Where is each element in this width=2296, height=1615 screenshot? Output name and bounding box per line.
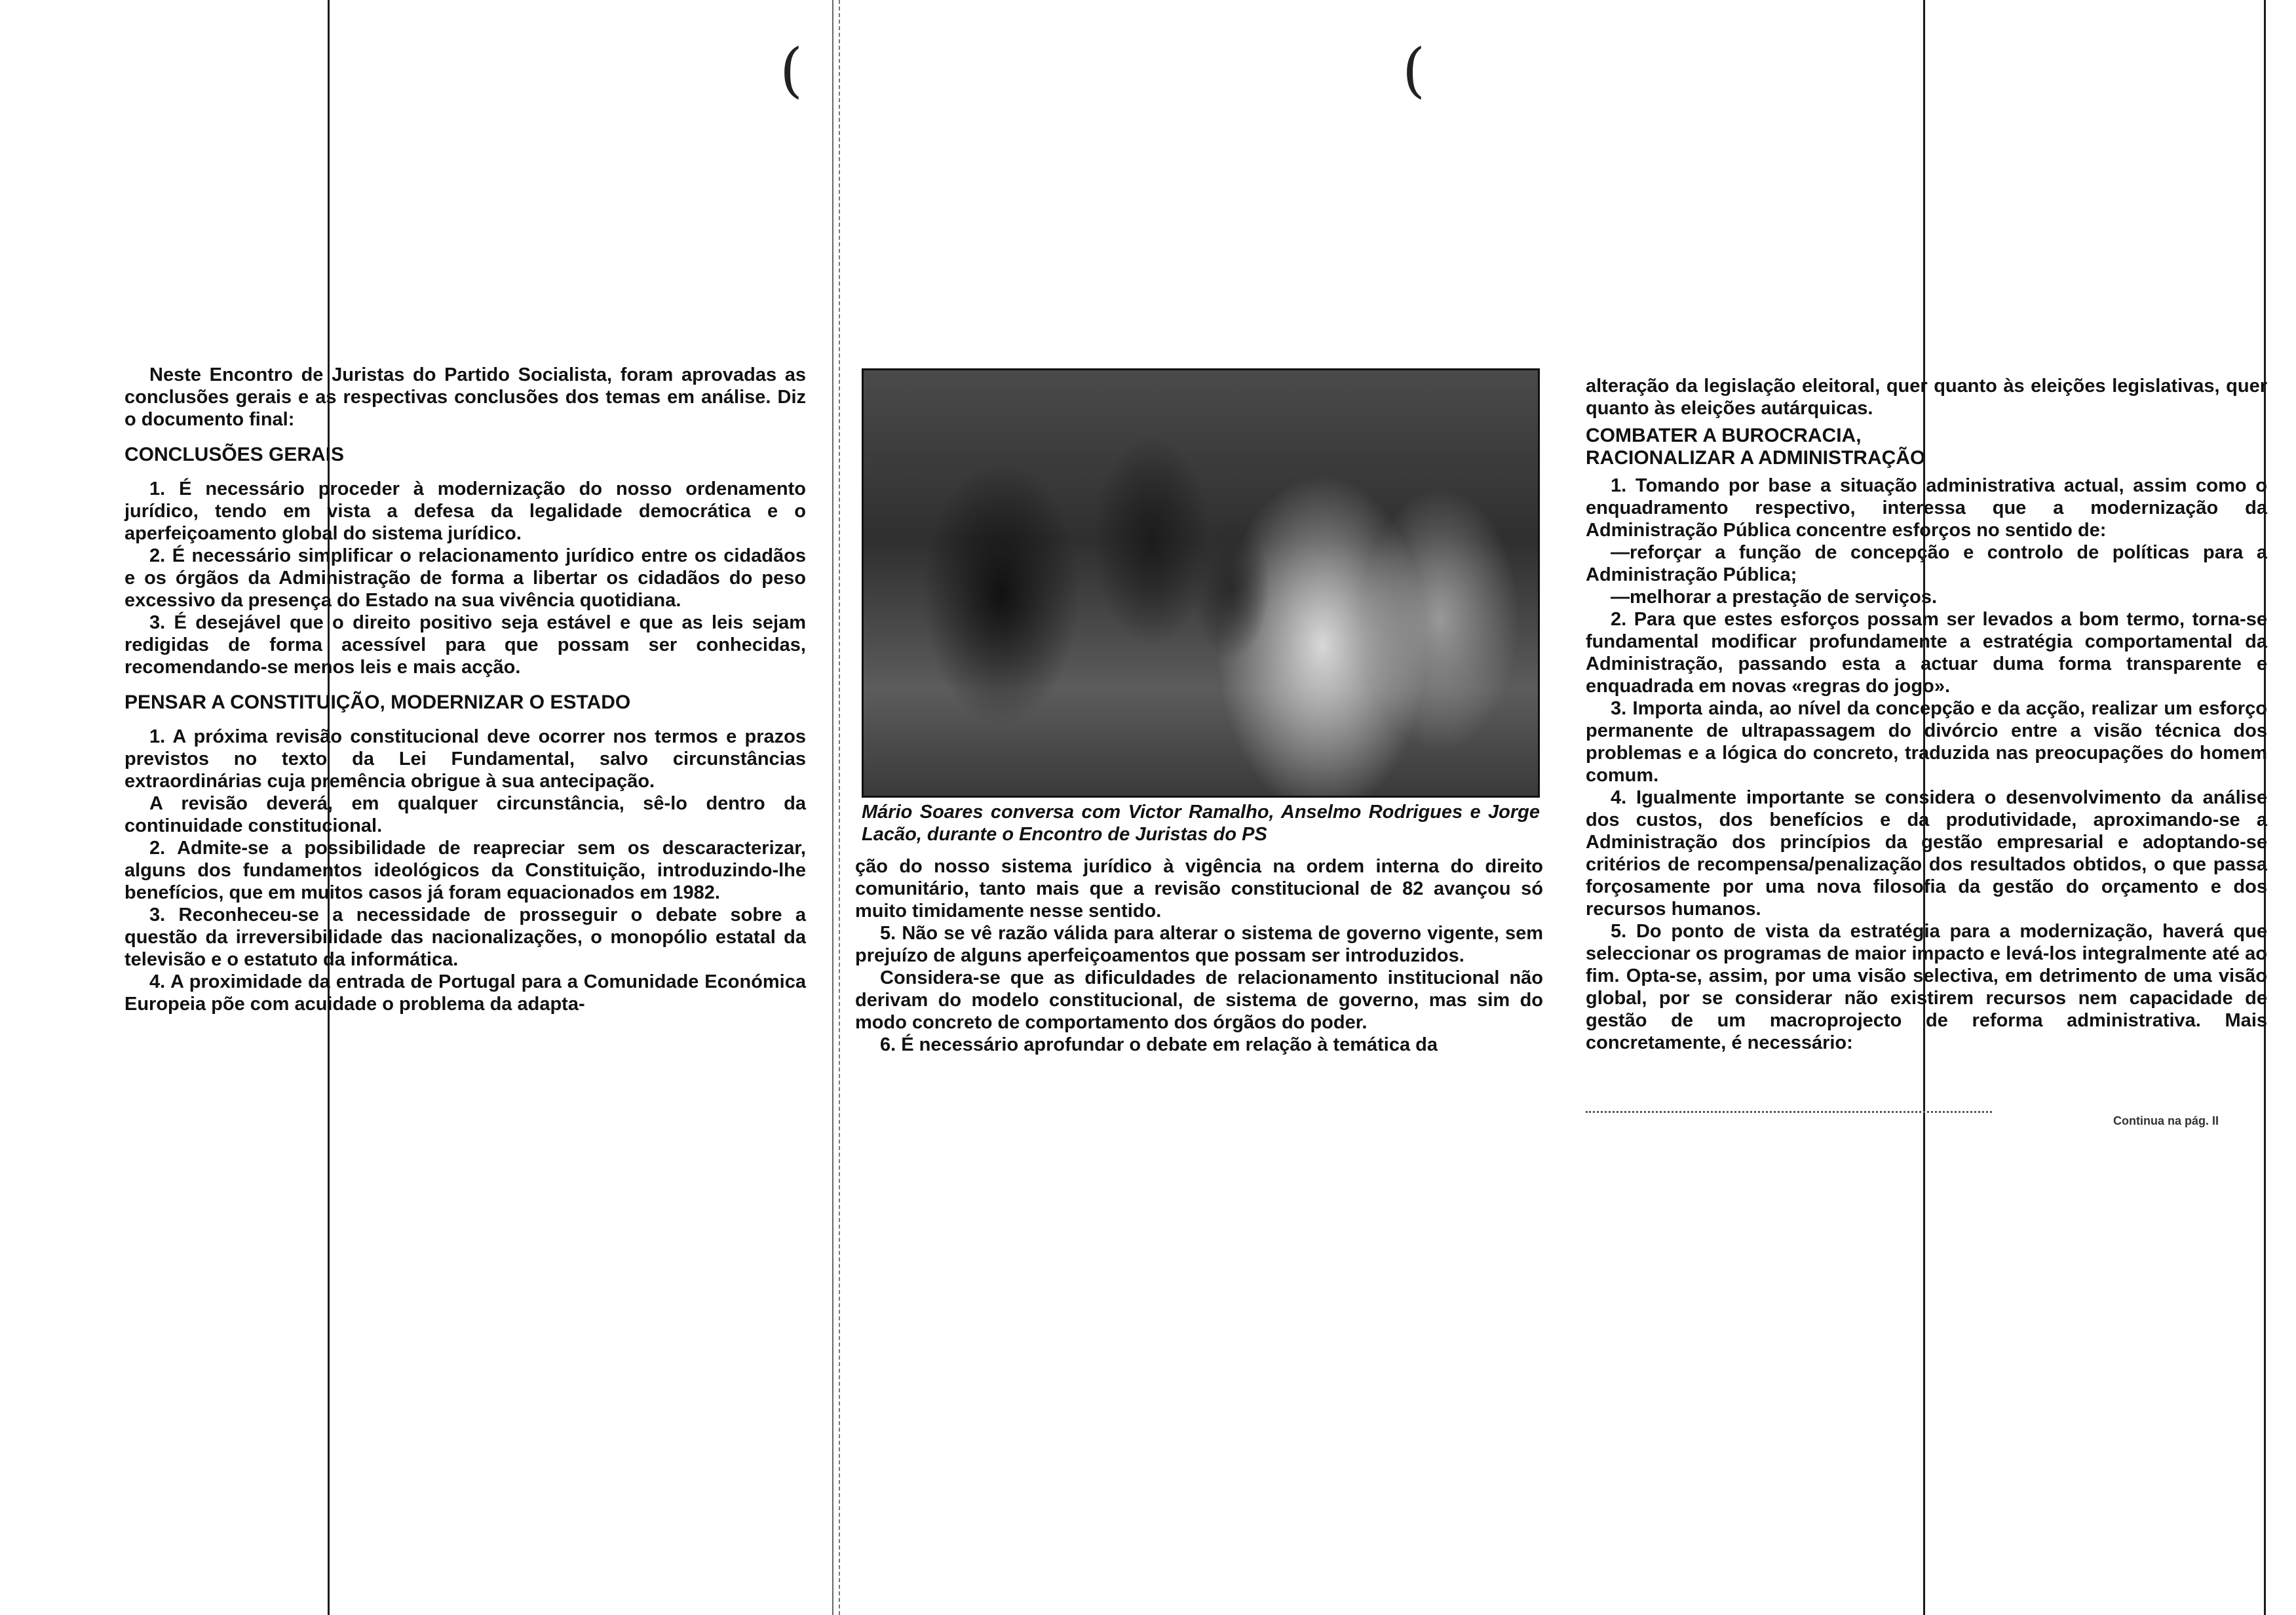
paragraph: 4. Igualmente importante se considera o desenvolvimento da análise dos custos, dos benefícios e da produtividade, aproximando-se a Administração dos princípios da gestão empresarial e adoptando-se critérios de recompensa/penalização dos resultados obtidos, o que passa forçosamente por uma nova filosofia da gestão do orçamento e dos recursos humanos. xyxy=(1586,787,2267,920)
paragraph: 2. Para que estes esforços possam ser levados a bom termo, torna-se fundamental modificar profundamente a estratégia comportamental da Administração, passando esta a actuar duma forma transparente e enquadrada em novas «regras do jogo». xyxy=(1586,609,2267,697)
paragraph: 5. Do ponto de vista da estratégia para a modernização, haverá que seleccionar os programas de maior impacto e levá-los integralmente até ao fim. Opta-se, assim, por uma visão selectiva, em detrimento de uma visão global, por se considerar não existirem recursos nem capacidade de gestão de um macroprojecto de reforma administrativa. Mais concretamente, é necessário: xyxy=(1586,921,2267,1053)
scan-mark: ( xyxy=(780,36,803,105)
paragraph: Considera-se que as dificuldades de relacionamento institucional não derivam do modelo constitucional, de sistema de governo, mas sim do modo concreto de comportamento dos órgãos do poder. xyxy=(855,967,1543,1033)
scan-mark: ( xyxy=(1402,36,1426,105)
list-item: —reforçar a função de concepção e controlo de políticas para a Administração Pública; xyxy=(1586,542,2267,585)
paragraph: 2. É necessário simplificar o relacionamento jurídico entre os cidadãos e os órgãos da Administração de forma a libertar os cidadãos do peso excessivo da presença do Estado na sua vivência quotidiana. xyxy=(124,545,806,611)
scan-line xyxy=(839,0,840,1615)
paragraph: 5. Não se vê razão válida para alterar o sistema de governo vigente, sem prejuízo de alguns aperfeiçoamentos que possam ser introduzidos. xyxy=(855,923,1543,966)
list-item: —melhorar a prestação de serviços. xyxy=(1611,587,1938,608)
section-heading-conclusoes: CONCLUSÕES GERAIS xyxy=(124,444,345,465)
article-column-left xyxy=(124,364,806,1015)
paragraph: 3. Importa ainda, ao nível da concepção e da acção, realizar um esforço permanente de ultrapassagem do divórcio entre a visão técnica dos problemas e a lógica do concreto, traduzida nas preocupações do homem comum. xyxy=(1586,698,2267,786)
paragraph: A revisão deverá, em qualquer circunstância, sê-lo dentro da continuidade constitucional. xyxy=(124,793,806,836)
paragraph: 3. É desejável que o direito positivo seja estável e que as leis sejam redigidas de forma acessível para que possam ser conhecidas, recomendando-se menos leis e mais acção. xyxy=(124,612,806,678)
paragraph: alteração da legislação eleitoral, quer quanto às eleições legislativas, quer quanto às eleições autárquicas. xyxy=(1586,376,2267,419)
paragraph: 3. Reconheceu-se a necessidade de prosseguir o debate sobre a questão da irreversibilidade das nacionalizações, o monopólio estatal da televisão e o estatuto da informática. xyxy=(124,905,806,970)
section-heading-administracao: RACIONALIZAR A ADMINISTRAÇÃO xyxy=(1586,447,1926,469)
section-heading-constituicao: PENSAR A CONSTITUIÇÃO, MODERNIZAR O ESTADO xyxy=(124,691,631,713)
paragraph: 4. A proximidade da entrada de Portugal para a Comunidade Económica Europeia põe com acuidade o problema da adapta- xyxy=(124,971,806,1015)
paragraph: ção do nosso sistema jurídico à vigência na ordem interna do direito comunitário, tanto mais que a revisão constitucional de 82 avançou só muito timidamente nesse sentido. xyxy=(855,856,1543,922)
scan-line xyxy=(832,0,833,1615)
photo-caption: Mário Soares conversa com Victor Ramalho, Anselmo Rodrigues e Jorge Lacão, durante o Encontro de Juristas do PS xyxy=(862,802,1540,845)
paragraph: 1. A próxima revisão constitucional deve ocorrer nos termos e prazos previstos no texto da Lei Fundamental, salvo circunstâncias extraordinárias cuja premência obrigue à sua antecipação. xyxy=(124,726,806,792)
article-column-right xyxy=(1586,375,2267,1054)
section-heading-burocracia: COMBATER A BUROCRACIA, xyxy=(1586,425,1862,446)
article-column-middle xyxy=(855,855,1543,1056)
paragraph: 2. Admite-se a possibilidade de reapreciar sem os descaracterizar, alguns dos fundamentos ideológicos da Constituição, introduzindo-lhe benefícios, que em muitos casos já foram equacionados em 1982. xyxy=(124,838,806,903)
paragraph: 1. Tomando por base a situação administrativa actual, assim como o enquadramento respectivo, interessa que a modernização da Administração Pública concentre esforços no sentido de: xyxy=(1586,475,2267,541)
paragraph: 1. É necessário proceder à modernização do nosso ordenamento jurídico, tendo em vista a defesa da legalidade democrática e o aperfeiçoamento global do sistema jurídico. xyxy=(124,478,806,544)
dotted-separator xyxy=(1586,1111,1992,1113)
continuation-note: Continua na pág. II xyxy=(2113,1114,2219,1127)
intro-paragraph: Neste Encontro de Juristas do Partido Socialista, foram aprovadas as conclusões gerais e as respectivas conclusões dos temas em análise. Diz o documento final: xyxy=(124,364,806,430)
paragraph: 6. É necessário aprofundar o debate em relação à temática da xyxy=(880,1034,1438,1055)
news-photo xyxy=(862,368,1540,798)
